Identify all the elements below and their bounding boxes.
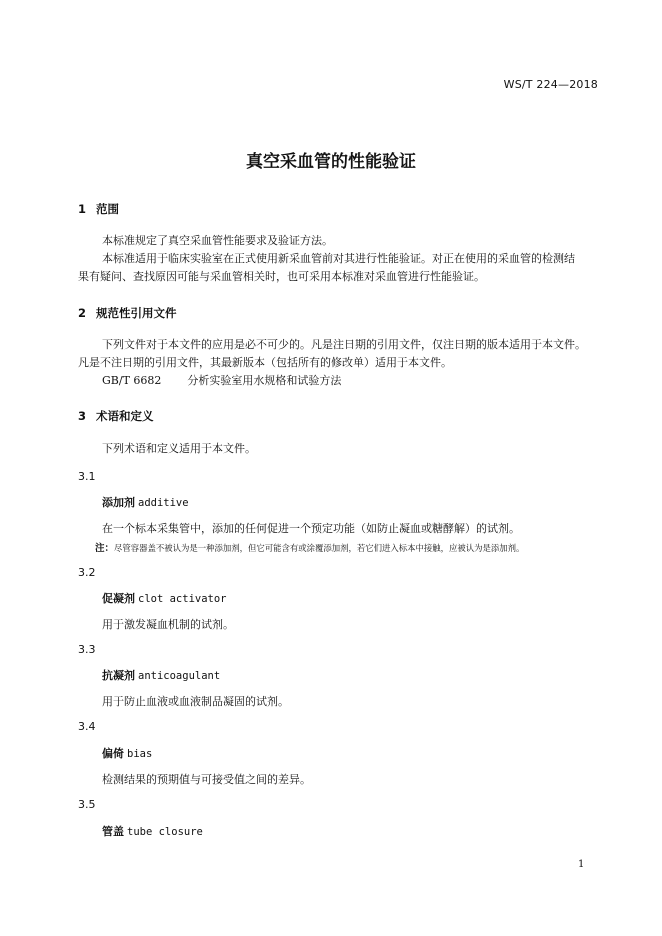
term-entry <box>102 590 227 606</box>
page-number: 1 <box>578 859 585 870</box>
term-en: clot activator <box>138 593 227 605</box>
term-definition: 检测结果的预期值与可接受值之间的差异。 <box>102 773 311 786</box>
term-definition: 用于激发凝血机制的试剂。 <box>102 618 234 631</box>
term-zh: 偏倚 <box>102 747 124 760</box>
term-entry <box>102 494 189 510</box>
section-number: 2 <box>78 306 87 320</box>
term-entry <box>102 745 152 761</box>
reference-code: GB/T 6682 <box>102 374 162 387</box>
term-number: 3.4 <box>78 720 96 733</box>
document-code: WS/T 224—2018 <box>503 78 598 91</box>
term-definition: 在一个标本采集管中，添加的任何促进一个预定功能（如防止凝血或糖酵解）的试剂。 <box>102 522 520 535</box>
note-text: 尽管容器盖不被认为是一种添加剂，但它可能含有或涂覆添加剂，若它们进入标本中接触，应被认为是添加剂。 <box>114 543 525 553</box>
paragraph: 果有疑问、查找原因可能与采血管相关时，也可采用本标准对采血管进行性能验证。 <box>78 270 485 283</box>
term-zh: 促凝剂 <box>102 592 135 605</box>
term-note <box>95 540 524 554</box>
paragraph: 本标准规定了真空采血管性能要求及验证方法。 <box>102 234 333 247</box>
reference-entry <box>78 372 341 390</box>
section-number: 3 <box>78 409 87 423</box>
term-en: tube closure <box>127 826 203 838</box>
section-title: 规范性引用文件 <box>96 306 177 320</box>
term-number: 3.5 <box>78 798 96 811</box>
term-entry <box>102 667 220 683</box>
term-en: anticoagulant <box>138 670 221 682</box>
term-number: 3.2 <box>78 566 96 579</box>
term-number: 3.1 <box>78 470 96 483</box>
term-zh: 添加剂 <box>102 496 135 509</box>
section-heading-terms-definitions <box>78 408 154 424</box>
paragraph: 下列术语和定义适用于本文件。 <box>102 442 256 455</box>
section-title: 范围 <box>96 202 119 216</box>
reference-title: 分析实验室用水规格和试验方法 <box>187 374 342 387</box>
paragraph: 本标准适用于临床实验室在正式使用新采血管前对其进行性能验证。对正在使用的采血管的检测结 <box>102 252 575 265</box>
term-en: bias <box>127 748 153 760</box>
term-zh: 管盖 <box>102 825 124 838</box>
page-title: 真空采血管的性能验证 <box>246 152 416 172</box>
paragraph: 凡是不注日期的引用文件，其最新版本（包括所有的修改单）适用于本文件。 <box>78 356 452 369</box>
section-heading-normative-references <box>78 305 177 321</box>
term-definition: 用于防止血液或血液制品凝固的试剂。 <box>102 695 289 708</box>
paragraph: 下列文件对于本文件的应用是必不可少的。凡是注日期的引用文件，仅注日期的版本适用于本文件。 <box>102 338 586 351</box>
term-zh: 抗凝剂 <box>102 669 135 682</box>
section-title: 术语和定义 <box>96 409 154 423</box>
term-entry <box>102 823 203 839</box>
note-label: 注： <box>95 543 115 554</box>
section-number: 1 <box>78 202 87 216</box>
term-number: 3.3 <box>78 643 96 656</box>
section-heading-scope <box>78 201 119 217</box>
term-en: additive <box>138 497 189 509</box>
